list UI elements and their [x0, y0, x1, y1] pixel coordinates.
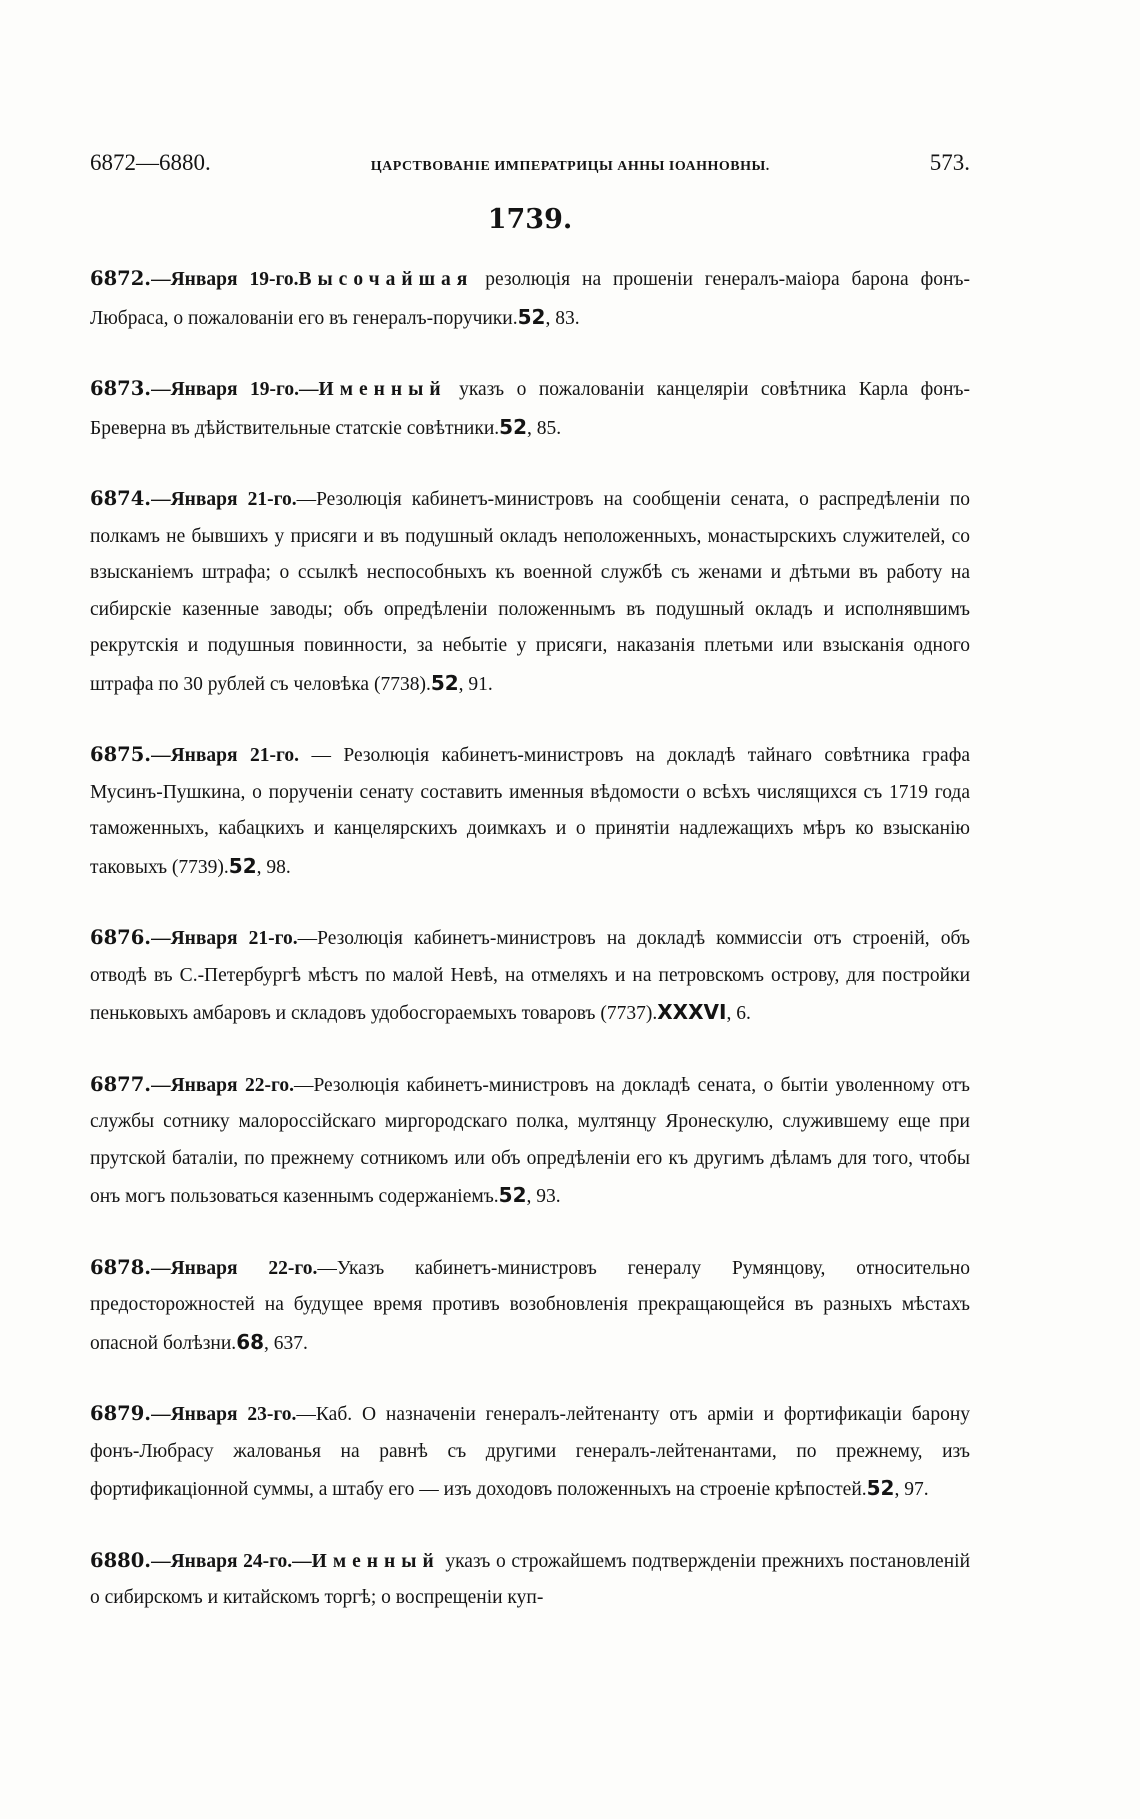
entry-number: 6874. — [90, 487, 152, 510]
entry-page-ref: , 93. — [526, 1186, 561, 1207]
reign-title: ЦАРСТВОВАНІЕ ИМПЕРАТРИЦЫ АННЫ ІОАННОВНЫ. — [370, 159, 770, 174]
entry-volume: 52 — [499, 414, 528, 439]
entry-page-ref: , 6. — [726, 1003, 751, 1024]
entry-date: —Января 23-го. — [151, 1404, 297, 1425]
entry-volume: XXXVI — [657, 1000, 727, 1024]
page — [90, 150, 970, 1651]
decree-entry — [90, 1250, 970, 1363]
decree-entry — [90, 1543, 970, 1617]
entry-volume: 52 — [866, 1476, 895, 1500]
entry-body: —Резолюція кабинетъ-министровъ на докладѣ коммиссіи отъ строеній, объ отводѣ въ С.-Петербургѣ мѣстъ по малой Невѣ, на отмеляхъ и на петровскомъ острову, для постройки пеньковыхъ амбаровъ и складовъ удобосгораемыхъ товаровъ (7737). — [90, 928, 971, 1024]
entry-number: 6878. — [90, 1255, 152, 1279]
decree-entry — [90, 920, 970, 1033]
decree-entry — [90, 1067, 970, 1216]
entry-text — [90, 1067, 970, 1216]
entry-text — [90, 1396, 970, 1509]
entry-date: —Января 21-го. — [151, 745, 299, 766]
entry-page-ref: , 98. — [256, 856, 291, 878]
entry-body: —Резолюція кабинетъ-министровъ на докладѣ сената, о бытіи уволенному отъ службы сотнику малороссійскаго миргородскаго полка, мултянцу Яронескулю, служившему еще при прутской баталіи, по прежнему сотникомъ или объ опредѣленіи его къ другимъ дѣламъ для того, чтобы онъ могъ пользоваться казеннымъ содержаніемъ. — [90, 1074, 970, 1207]
entry-number: 6876. — [90, 926, 152, 949]
entry-date: —Января 24-го.— — [151, 1550, 312, 1572]
entry-text — [90, 371, 970, 447]
entry-date: —Января 19-го.— — [151, 379, 319, 400]
entry-body: —Указъ кабинетъ-министровъ генералу Румянцову, относительно предосторожностей на будущее время противъ возобновленія прекращающейся въ разныхъ мѣстахъ опасной болѣзни. — [90, 1257, 970, 1354]
entry-number: 6875. — [90, 743, 152, 766]
entry-number: 6880. — [90, 1548, 152, 1572]
entry-date: —Января 22-го. — [151, 1257, 318, 1279]
decree-entry — [90, 261, 970, 337]
decree-entry — [90, 481, 970, 703]
entry-date: —Января 21-го. — [151, 489, 297, 510]
entry-number: 6873. — [90, 377, 152, 400]
entry-text — [90, 1543, 970, 1617]
entry-date: —Января 21-го. — [151, 928, 298, 949]
entry-volume: 52 — [517, 304, 546, 329]
entry-volume: 52 — [430, 670, 459, 695]
entry-body: указъ о пожалованіи канцеляріи совѣтника Карла фонъ-Бреверна въ дѣйствительные статскіе совѣтники. — [90, 379, 970, 439]
entry-text — [90, 737, 970, 886]
entry-page-ref: , 83. — [545, 307, 580, 329]
decree-entry — [90, 371, 970, 447]
entry-number: 6879. — [90, 1402, 152, 1425]
entry-text — [90, 920, 970, 1033]
running-head — [90, 150, 970, 176]
year-heading: 1739. — [487, 204, 573, 235]
entry-body: —Резолюція кабинетъ-министровъ на сообщеніи сената, о распредѣленіи по полкамъ не бывшихъ у присяги и въ подушный окладъ неположенныхъ, монастырскихъ служителей, со взысканіемъ штрафа; о ссылкѣ неспособныхъ къ военной службѣ съ женами и дѣтьми въ работу на сибирскіе казенные заводы; объ опредѣленіи положеннымъ въ подушный окладъ и исполнявшимъ рекрутскія и подушныя повинности, за небытіе у присяги, наказанія плетьми или взысканія одного штрафа по 30 рублей съ человѣка (7738). — [90, 489, 970, 695]
entry-decree-type: Именный — [311, 1550, 440, 1572]
entry-number: 6872. — [90, 267, 152, 290]
entry-text — [90, 481, 970, 703]
entry-volume: 52 — [498, 1183, 527, 1207]
entry-volume: 52 — [228, 853, 257, 878]
entry-body: указъ о строжайшемъ подтвержденіи прежнихъ постановленій о сибирскомъ и китайскомъ торгѣ; о воспрещеніи куп- — [90, 1550, 971, 1608]
entry-date: —Января 22-го. — [151, 1074, 294, 1096]
entry-body: —Каб. О назначеніи генералъ-лейтенанту отъ арміи и фортификаціи барону фонъ-Любрасу жалованья на равнѣ съ другими генералъ-лейтенантами, по прежнему, изъ фортификаціонной суммы, а штабу его — изъ доходовъ положенныхъ на строеніе крѣпостей. — [90, 1404, 970, 1500]
page-number: 573. — [929, 150, 970, 175]
entry-page-ref: , 85. — [527, 417, 562, 439]
entry-text — [90, 261, 970, 337]
entry-body: резолюція на прошеніи генералъ-маіора барона фонъ-Любраса, о пожалованіи его въ генералъ-поручики. — [90, 269, 970, 329]
decree-entry — [90, 737, 970, 886]
entry-body: — Резолюція кабинетъ-министровъ на докладѣ тайнаго совѣтника графа Мусинъ-Пушкина, о порученіи сенату составить именныя вѣдомости о всѣхъ числящихся съ 1719 года таможенныхъ, кабацкихъ и канцелярскихъ доимкахъ и о принятіи надлежащихъ мѣръ ко взысканію таковыхъ (7739). — [90, 745, 970, 878]
entry-page-ref: , 637. — [264, 1332, 308, 1354]
entries-list — [90, 261, 970, 1617]
entry-decree-type: Именный — [318, 379, 447, 400]
entry-text — [90, 1250, 970, 1363]
decree-entry — [90, 1396, 970, 1509]
entry-volume: 68 — [236, 1329, 265, 1354]
entry-page-ref: , 91. — [458, 673, 493, 695]
entry-date: —Января 19-го. — [151, 269, 299, 290]
entry-number: 6877. — [90, 1072, 152, 1096]
entry-page-ref: , 97. — [894, 1479, 929, 1500]
entry-range: 6872—6880. — [90, 150, 211, 175]
entry-decree-type: Высочайшая — [298, 269, 474, 290]
